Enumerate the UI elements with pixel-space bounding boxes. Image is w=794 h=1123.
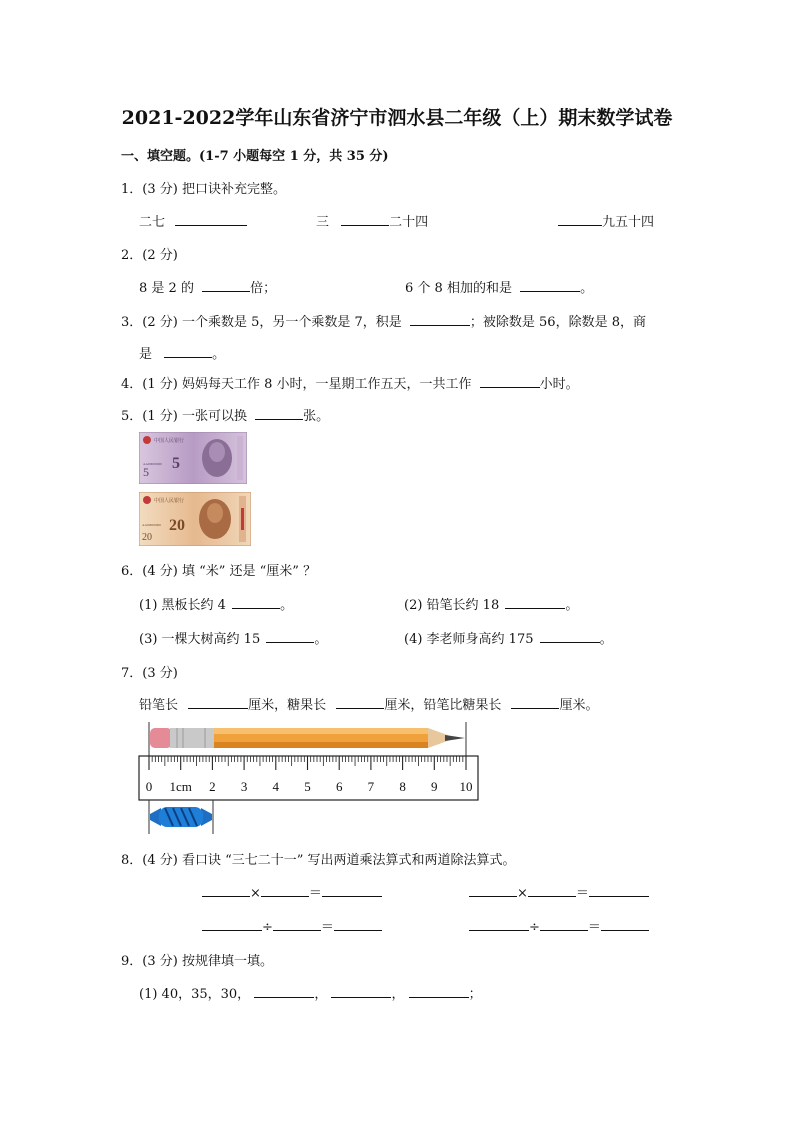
question-4 bbox=[121, 373, 579, 392]
question-7-line bbox=[139, 694, 598, 713]
q7-text-a: 铅笔长 bbox=[139, 698, 179, 713]
q5-text-c: 张 bbox=[303, 409, 317, 424]
ruler-illustration bbox=[137, 720, 482, 838]
candy-icon bbox=[150, 807, 212, 827]
question-7-stem: 7．(3 分) bbox=[121, 666, 178, 681]
ruler-label: 7 bbox=[367, 779, 375, 794]
answer-blank[interactable] bbox=[480, 375, 540, 388]
question-6-part-3 bbox=[139, 628, 327, 647]
question-8-mult-2 bbox=[469, 882, 649, 901]
question-8-stem: 8．(4 分) 看口诀 “三七二十一” 写出两道乘法算式和两道除法算式。 bbox=[121, 853, 516, 868]
answer-blank[interactable] bbox=[601, 918, 649, 931]
page-title: 2021-2022学年山东省济宁市泗水县二年级（上）期末数学试卷 bbox=[121, 107, 673, 129]
question-1-item-a bbox=[139, 211, 247, 230]
ruler-label: 2 bbox=[209, 779, 216, 794]
q6-p2-end: 。 bbox=[565, 598, 579, 613]
q1-c-text: 九五十四 bbox=[602, 215, 655, 230]
ruler-label: 0 bbox=[145, 779, 153, 794]
question-9-part-1 bbox=[139, 983, 482, 1002]
q5-text-b: 可以换 bbox=[207, 409, 247, 424]
question-2-item-b bbox=[405, 277, 593, 296]
denomination-5-small: 5 bbox=[143, 465, 149, 479]
q4-text-a: 4．(1 分) 妈妈每天工作 8 小时，一星期工作五天，一共工作 bbox=[121, 377, 472, 392]
question-8-div-1 bbox=[202, 916, 382, 935]
answer-blank[interactable] bbox=[558, 213, 602, 226]
q2-b1-text: 6 个 8 相加的和是 bbox=[405, 281, 512, 296]
answer-blank[interactable] bbox=[266, 630, 314, 643]
q6-p3-text: (3) 一棵大树高约 15 bbox=[139, 632, 261, 647]
q1-b2-text: 二十四 bbox=[389, 215, 429, 230]
equals-sign: ＝ bbox=[575, 886, 589, 901]
answer-blank[interactable] bbox=[188, 696, 248, 709]
q3-text-a: 3．(2 分) 一个乘数是 5，另一个乘数是 7，积是 bbox=[121, 315, 402, 330]
q5-text-d: 。 bbox=[316, 409, 330, 424]
denomination-20: 20 bbox=[169, 517, 185, 534]
answer-blank[interactable] bbox=[528, 884, 576, 897]
q6-p4-text: (4) 李老师身高约 175 bbox=[404, 632, 534, 647]
ruler-label: 5 bbox=[304, 779, 311, 794]
q6-p1-end: 。 bbox=[280, 598, 294, 613]
bank-name: 中国人民银行 bbox=[154, 499, 185, 504]
serial-number: AA00000000 bbox=[142, 523, 162, 527]
answer-blank[interactable] bbox=[505, 596, 565, 609]
emblem-icon bbox=[143, 436, 151, 444]
question-2-stem: 2．(2 分) bbox=[121, 248, 178, 263]
equals-sign: ＝ bbox=[587, 920, 601, 935]
answer-blank[interactable] bbox=[409, 985, 469, 998]
q2-b2-text: 。 bbox=[580, 281, 594, 296]
q1-b1-text: 三 bbox=[316, 215, 330, 230]
divide-sign: ÷ bbox=[529, 920, 540, 935]
ruler-label: 1cm bbox=[169, 779, 192, 794]
question-1-stem: 1．(3 分) 把口诀补充完整。 bbox=[121, 182, 286, 197]
times-sign: × bbox=[517, 886, 528, 901]
ruler-label: 10 bbox=[459, 779, 473, 794]
answer-blank[interactable] bbox=[469, 918, 529, 931]
bank-name: 中国人民银行 bbox=[154, 439, 185, 444]
q9-comma: ， bbox=[391, 987, 405, 1002]
answer-blank[interactable] bbox=[331, 985, 391, 998]
answer-blank[interactable] bbox=[589, 884, 649, 897]
q3-text-b: ；被除数是 56，除数是 8，商 bbox=[469, 315, 646, 330]
banknote-20-image bbox=[139, 492, 251, 546]
question-3-line-1 bbox=[121, 311, 646, 330]
q3-text-c: 是 bbox=[139, 347, 153, 362]
q6-p4-end: 。 bbox=[599, 632, 613, 647]
answer-blank[interactable] bbox=[164, 345, 212, 358]
question-6-stem: 6．(4 分) 填 “米” 还是 “厘米” ？ bbox=[121, 564, 317, 579]
q2-a1-text: 8 是 2 的 bbox=[139, 281, 194, 296]
answer-blank[interactable] bbox=[469, 884, 517, 897]
answer-blank[interactable] bbox=[232, 596, 280, 609]
question-8-div-2 bbox=[469, 916, 649, 935]
question-5 bbox=[121, 405, 329, 424]
answer-blank[interactable] bbox=[261, 884, 309, 897]
denomination-20-small: 20 bbox=[142, 532, 152, 543]
question-1-item-b bbox=[316, 211, 428, 230]
q5-text-a: 5．(1 分) 一张 bbox=[121, 409, 208, 424]
q7-text-b: 厘米，糖果长 bbox=[248, 698, 327, 713]
ruler-label: 8 bbox=[399, 779, 406, 794]
answer-blank[interactable] bbox=[202, 279, 250, 292]
q2-a2-text: 倍； bbox=[250, 281, 277, 296]
question-2-item-a bbox=[139, 277, 276, 296]
answer-blank[interactable] bbox=[511, 696, 559, 709]
answer-blank[interactable] bbox=[341, 213, 389, 226]
equals-sign: ＝ bbox=[308, 886, 322, 901]
answer-blank[interactable] bbox=[334, 918, 382, 931]
answer-blank[interactable] bbox=[336, 696, 384, 709]
answer-blank[interactable] bbox=[540, 918, 588, 931]
q7-text-c: 厘米，铅笔比糖果长 bbox=[384, 698, 502, 713]
denomination-5: 5 bbox=[172, 455, 180, 472]
question-1-item-c bbox=[558, 211, 654, 230]
pencil-icon bbox=[150, 728, 465, 748]
ruler-label: 4 bbox=[272, 779, 280, 794]
question-3-line-2 bbox=[139, 343, 225, 362]
question-8-mult-1 bbox=[202, 882, 382, 901]
q7-text-d: 厘米。 bbox=[559, 698, 599, 713]
question-6-part-4 bbox=[404, 628, 613, 647]
question-6-part-1 bbox=[139, 594, 293, 613]
equals-sign: ＝ bbox=[320, 920, 334, 935]
answer-blank[interactable] bbox=[520, 279, 580, 292]
emblem-icon bbox=[143, 496, 151, 504]
banknote-5-image bbox=[139, 432, 247, 484]
q9-semicolon: ； bbox=[468, 987, 482, 1002]
q6-p1-text: (1) 黑板长约 4 bbox=[139, 598, 226, 613]
answer-blank[interactable] bbox=[273, 918, 321, 931]
q3-text-d: 。 bbox=[212, 347, 226, 362]
q9-sequence-text: (1) 40，35，30， bbox=[139, 987, 251, 1002]
q6-p2-text: (2) 铅笔长约 18 bbox=[404, 598, 500, 613]
answer-blank[interactable] bbox=[202, 884, 250, 897]
answer-blank[interactable] bbox=[322, 884, 382, 897]
answer-blank[interactable] bbox=[410, 313, 470, 326]
serial-number: AA00000000 bbox=[143, 462, 163, 466]
section-header: 一、填空题。(1-7 小题每空 1 分，共 35 分) bbox=[121, 149, 389, 164]
answer-blank[interactable] bbox=[202, 918, 262, 931]
ruler-label: 6 bbox=[335, 779, 343, 794]
ruler-label: 9 bbox=[431, 779, 438, 794]
answer-blank[interactable] bbox=[254, 985, 314, 998]
answer-blank[interactable] bbox=[540, 630, 600, 643]
q9-comma: ， bbox=[314, 987, 328, 1002]
answer-blank[interactable] bbox=[255, 407, 303, 420]
ruler-label: 3 bbox=[240, 779, 248, 794]
question-9-stem: 9．(3 分) 按规律填一填。 bbox=[121, 954, 273, 969]
q1-a-text: 二七 bbox=[139, 215, 166, 230]
question-6-part-2 bbox=[404, 594, 578, 613]
answer-blank[interactable] bbox=[175, 213, 247, 226]
divide-sign: ÷ bbox=[262, 920, 273, 935]
q6-p3-end: 。 bbox=[314, 632, 328, 647]
times-sign: × bbox=[250, 886, 261, 901]
q4-text-b: 小时。 bbox=[539, 377, 579, 392]
